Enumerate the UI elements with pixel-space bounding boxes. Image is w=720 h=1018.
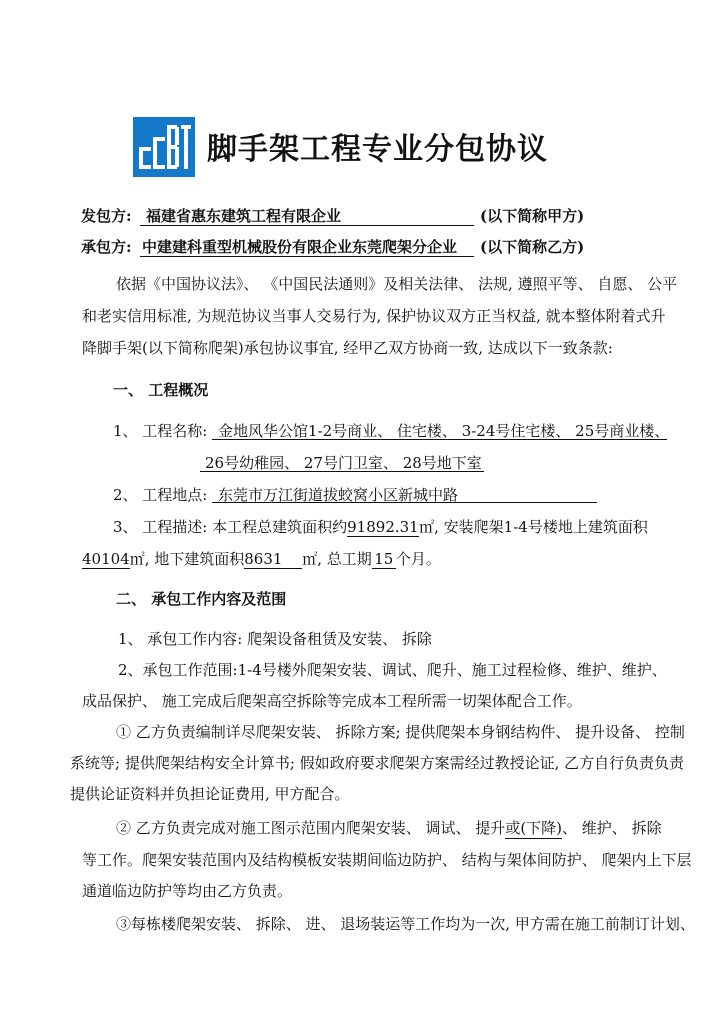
project-location-underline (212, 502, 597, 503)
party-b-suffix: (以下简称乙方) (480, 238, 585, 256)
clause-3-line1: ③每栋楼爬架安装、 拆除、 进、 退场装运等工作均为一次, 甲方需在施工前制订计划、 (116, 915, 695, 933)
intro-line-3: 降脚手架(以下简称爬架)承包协议事宜, 经甲乙双方协商一致, 达成以下一致条款: (82, 339, 613, 357)
underground-area-value: 8631 (244, 550, 302, 569)
party-a-value: 福建省惠东建筑工程有限企业 (146, 207, 342, 225)
intro-line-1: 依据《中国协议法》、 《中国民法通则》及相关法律、 法规, 遵照平等、 自愿、 公平 (116, 275, 678, 293)
project-description-line1 (113, 516, 648, 537)
party-a-suffix: (以下简称甲方) (480, 207, 585, 225)
total-area-value: 91892.31 (347, 518, 419, 536)
clause-2-line2: 等工作。爬架安装范围内及结构模板安装期间临边防护、 结构与架体间防护、 爬架内上下层 (82, 851, 692, 869)
project-name-underline-2 (200, 471, 484, 472)
project-name-value-line2: 26号幼稚园、 27号门卫室、 28号地下室 (205, 454, 482, 472)
scope-content: 1、 承包工作内容: 爬架设备租赁及安装、 拆除 (118, 630, 432, 648)
clause-2-underlined: 或(下降) (505, 819, 563, 837)
project-name-underline-1 (212, 439, 667, 440)
duration-value: 15 (372, 550, 396, 569)
project-location-label: 2、 工程地点: (113, 486, 208, 504)
project-name-value-line1: 金地风华公馆1-2号商业、 住宅楼、 3-24号住宅楼、 25号商业楼、 (218, 422, 670, 440)
desc-mid: ㎡, 安装爬架1-4号楼地上建筑面积 (419, 518, 648, 536)
scope-range-line2: 成品保护、 施工完成后爬架高空拆除等完成本工程所需一切架体配合工作。 (82, 692, 582, 710)
scope-range-line1: 2、承包工作范围:1-4号楼外爬架安装、调试、爬升、施工过程检修、维护、维护、 (118, 661, 667, 679)
clause-2-line1 (116, 817, 662, 839)
document-title: 脚手架工程专业分包协议 (207, 132, 548, 167)
clause-1-line2: 系统等; 提供爬架结构安全计算书; 假如政府要求爬架方案需经过教授论证, 乙方自行负责负责 (70, 754, 685, 772)
project-name-label: 1、 工程名称: (113, 422, 208, 440)
desc-label: 3、 工程描述: 本工程总建筑面积约 (113, 518, 348, 536)
clause-2-part-a: ② 乙方负责完成对施工图示范围内爬架安装、 调试、 提升 (116, 819, 506, 837)
intro-line-2: 和老实信用标准, 为规范协议当事人交易行为, 保护协议双方正当权益, 就本整体附着式升 (82, 307, 666, 325)
above-ground-area-value: 40104 (82, 550, 130, 568)
party-a-underline (140, 225, 474, 226)
section-2-heading: 二、 承包工作内容及范围 (116, 590, 287, 608)
company-logo (133, 117, 195, 177)
clause-1-line3: 提供论证资料并负担论证费用, 甲方配合。 (70, 785, 350, 803)
clause-2-part-b: 、 维护、 拆除 (562, 819, 662, 837)
desc-end: 个月。 (395, 550, 441, 568)
clause-2-line3: 通道临边防护等均由乙方负责。 (82, 882, 293, 900)
project-description-line2 (82, 548, 441, 569)
desc-mid3: ㎡, 总工期 (302, 550, 372, 568)
project-location-value: 东莞市万江街道拔蛟窝小区新城中路 (218, 486, 459, 504)
cscbt-logo-icon (133, 117, 195, 177)
party-a-label: 发包方: (81, 207, 132, 225)
party-b-underline (140, 256, 474, 257)
party-b-value: 中建建科重型机械股份有限企业东莞爬架分企业 (142, 238, 458, 256)
desc-mid2: ㎡, 地下建筑面积 (129, 550, 245, 568)
party-b-label: 承包方: (81, 238, 132, 256)
clause-1-line1: ① 乙方负责编制详尽爬架安装、 拆除方案; 提供爬架本身钢结构件、 提升设备、 控制 (116, 723, 685, 741)
section-1-heading: 一、 工程概况 (113, 381, 209, 399)
